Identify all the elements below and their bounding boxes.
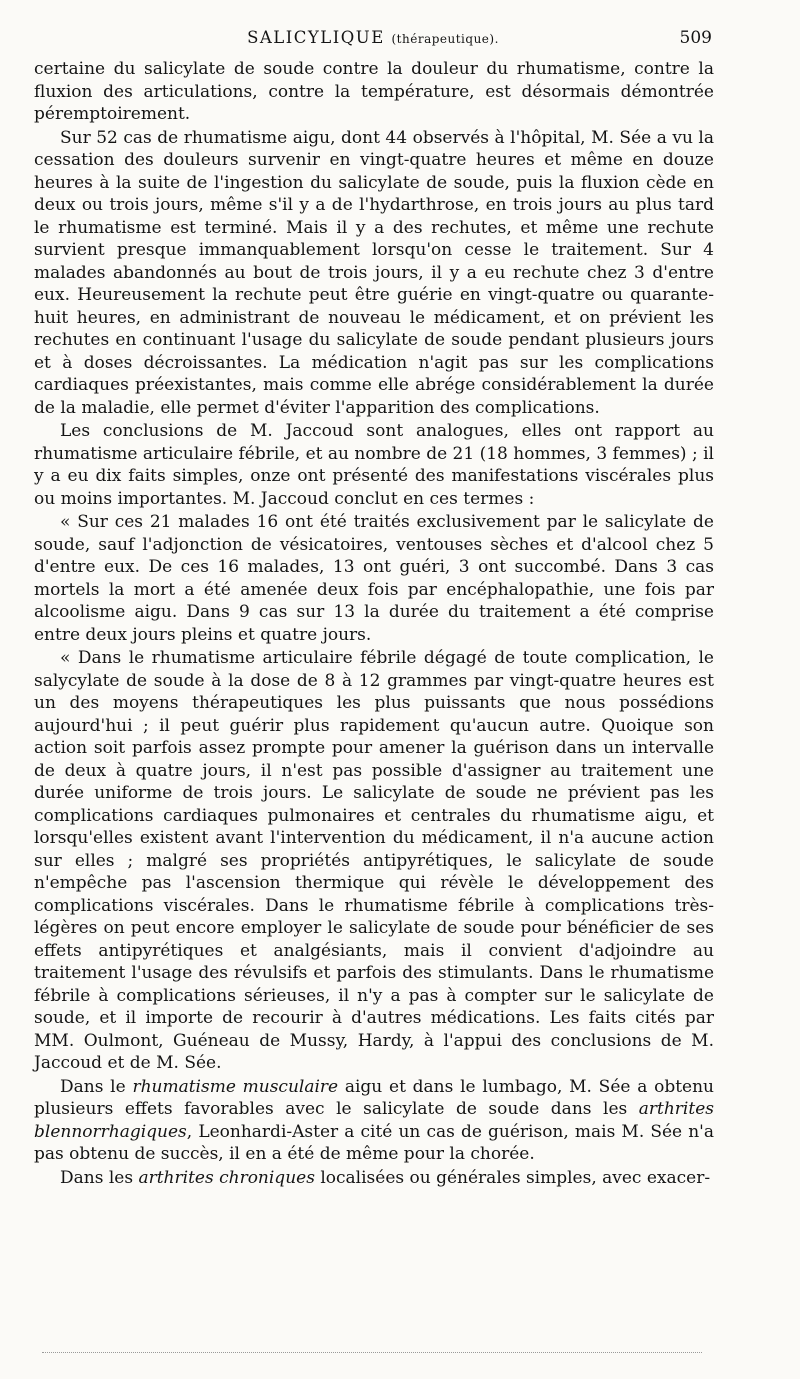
paragraph-continuation: certaine du salicylate de soude contre la douleur du rhumatisme, contre la fluxion des articulations, contre la température, est désormais démontrée péremptoirement. bbox=[34, 59, 714, 124]
italic-term-arthrites-blennorrhagiques: arthrites blennorrhagiques bbox=[34, 1099, 714, 1142]
paragraph-quote-results: « Sur ces 21 malades 16 ont été traités exclusivement par le salicylate de soude, sauf l'adjonction de vésicatoires, ventouses sèches et d'alcool chez 5 d'entre eux. De ces 16 malades, 13 ont guéri, 3 ont succombé. Dans 3 cas mortels la mort a été amenée deux fois par encéphalopathie, une fois par alcoolisme aigu. Dans 9 cas sur 13 la durée du traitement a été comprise entre deux jours pleins et quatre jours. bbox=[34, 512, 714, 645]
paragraph-muscular-rheumatism bbox=[34, 1076, 714, 1166]
paragraph-quote-rheumatism: « Dans le rhumatisme articulaire fébrile dégagé de toute complication, le salycylate de soude à la dose de 8 à 12 grammes par vingt-quatre heures est un des moyens thérapeutiques les plus puissants que nous possédions aujourd'hui ; il peut guérir plus rapidement qu'aucun autre. Quoique son action soit parfois assez prompte pour amener la guérison dans un intervalle de deux à quatre jours, il n'est pas possible d'assigner au traitement une durée uniforme de trois jours. Le salicylate de soude ne prévient pas les complications cardiaques pulmonaires et centrales du rhumatisme aigu, et lorsqu'elles existent avant l'intervention du médicament, il n'a aucune action sur elles ; malgré ses propriétés antipyrétiques, le salicylate de soude n'empêche pas l'ascension thermique qui révèle le développement des complications viscérales. Dans le rhumatisme fébrile à complications très-légères on peut encore employer le salicylate de soude pour bénéficier de ses effets antipyrétiques et analgésiants, mais il convient d'adjoindre au traitement l'usage des révulsifs et parfois des stimulants. Dans le rhumatisme fébrile à complications sérieuses, il n'y a pas à compter sur le salicylate de soude, et il importe de recourir à d'autres médications. Les faits cités par MM. Oulmont, Guéneau de Mussy, Hardy, à l'appui des conclusions de M. Jaccoud et de M. Sée. bbox=[34, 648, 714, 1073]
footer-dotted-rule bbox=[42, 1352, 702, 1353]
running-title-main: SALICYLIQUE bbox=[247, 28, 385, 47]
paragraph-chronic-arthritis bbox=[34, 1167, 714, 1190]
italic-term-arthrites-chroniques: arthrites chroniques bbox=[138, 1167, 315, 1188]
paragraph-jaccoud-conclusions: Les conclusions de M. Jaccoud sont analogues, elles ont rapport au rhumatisme articulaire fébrile, et au nombre de 21 (18 hommes, 3 femmes) ; il y a eu dix faits simples, onze ont présenté des manifestations viscérales plus ou moins importantes. M. Jaccoud conclut en ces termes : bbox=[34, 421, 714, 509]
text-segment: Dans le bbox=[60, 1076, 133, 1097]
text-segment: aigu et dans le lumbago, M. Sée a obtenu plusieurs effets favorables avec le salicylate de soude dans les bbox=[34, 1076, 714, 1119]
page-number: 509 bbox=[679, 28, 712, 48]
paragraph-see-cases: Sur 52 cas de rhumatisme aigu, dont 44 observés à l'hôpital, M. Sée a vu la cessation des douleurs survenir en vingt-quatre heures et même en douze heures à la suite de l'ingestion du salicylate de soude, puis la fluxion cède en deux ou trois jours, même s'il y a de l'hydarthrose, en trois jours au plus tard le rhumatisme est terminé. Mais il y a des rechutes, et même une rechute survient presque immanquablement lorsqu'on cesse le traitement. Sur 4 malades abandonnés au bout de trois jours, il y a eu rechute chez 3 d'entre eux. Heureusement la rechute peut être guérie en vingt-quatre ou quarante-huit heures, en administrant de nouveau le médicament, et on prévient les rechutes en continuant l'usage du salicylate de soude pendant plusieurs jours et à doses décroissantes. La médication n'agit pas sur les complications cardiaques préexistantes, mais comme elle abrége considérablement la durée de la maladie, elle permet d'éviter l'apparition des complications. bbox=[34, 127, 714, 418]
text-segment: localisées ou générales simples, avec exacer- bbox=[314, 1167, 711, 1188]
running-title-subtitle: (thérapeutique). bbox=[391, 32, 499, 46]
text-segment: , Leonhardi-Aster a cité un cas de guérison, mais M. Sée n'a pas obtenu de succès, il en a été de même pour la chorée. bbox=[34, 1121, 714, 1164]
text-segment: Dans les bbox=[60, 1167, 139, 1188]
page-header bbox=[34, 28, 712, 54]
italic-term-rhumatisme-musculaire: rhumatisme musculaire bbox=[132, 1076, 339, 1097]
running-title bbox=[34, 28, 712, 47]
body-text bbox=[34, 58, 714, 1189]
